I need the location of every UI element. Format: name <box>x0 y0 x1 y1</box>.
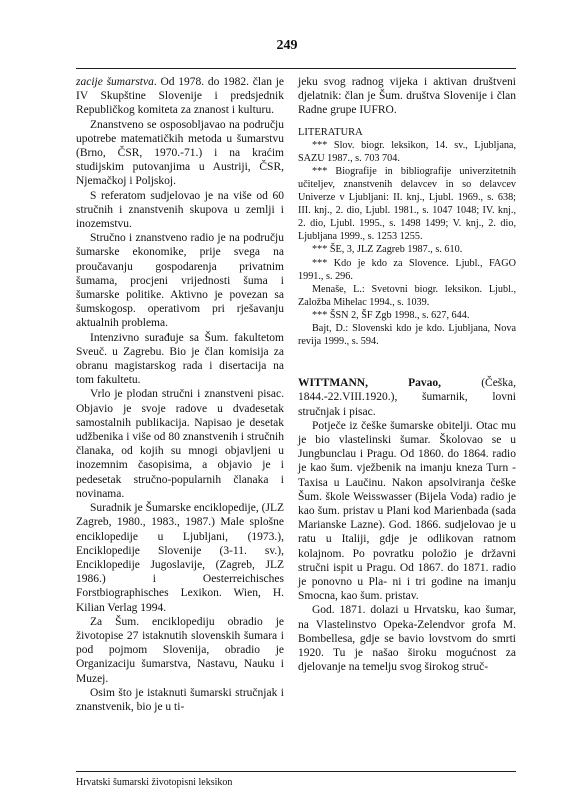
paragraph-7: Suradnik je Šumarske enciklopedije, (JLZ Zagreb, 1980., 1983., 1987.) Male splošne enciklopedije u Ljubljani, (1973.), Enciklopedije Slovenije (3-11. sv.), Enciklopedije Jugoslavije, (Zagreb, JLZ 1986.) i Oesterreichisches Forstbiographisches Lexikon. Wien, H. Kilian Verlag 1994. <box>76 502 284 614</box>
entry-paragraph-1: Potječe iz češke šumarske obitelji. Otac mu je bio vlastelinski šumar. Školovao se u Jungbunclau i Pragu. Od 1860. do 1864. radio je kao šum. vježbenik na imanju kneza Turn - Taxisa u Laučinu. Nakon apsolviranja češke Šum. škole Weisswasser (Bijela Voda) radio je kao šum. pristav u Plani kod Marienbada (sada Marianske Lazne). God. 1866. sudjelovao je u ratu u Italiji, gdje je odlikovan ratnom kolajnom. Po povratku položio je državni stručni ispit u Pragu. Od 1867. do 1871. radio je ponovno u Pla- ni i tri godine na imanju Smocna, kao šum. pristav. <box>298 419 516 603</box>
paragraph-4: Stručno i znanstveno radio je na području šumarske ekonomike, prije svega na proučavanju gospodarenja privatnim šumama, procjeni vrijednosti šuma i šumarske politike. Aktivno je povezan sa šumskogosp. operativom pri rješavanju aktualnih problema. <box>76 232 284 330</box>
paragraph-3: S referatom sudjelovao je na više od 60 stručnih i znanstvenih skupova u zemlji i inozemstvu. <box>76 189 284 231</box>
paragraph-2: Znanstveno se osposobljavao na području upotrebe matematičkih metoda u šumarstvu (Brno, ČSR, 1970.-71.) i na kraćim studijskim putovanjima u Austriji, ČSR, Njemačkoj i Poljskoj. <box>76 118 284 188</box>
literature-section <box>298 126 516 349</box>
paragraph-1-italic: zacije šumarstva <box>76 76 154 88</box>
entry-paragraph-2: God. 1871. dolazi u Hrvatsku, kao šumar, na Vlastelinstvo Opeka-Zelendvor grofa M. Bombellesa, gdje se bavio lovstvom do smrti 1920. Tu je našao široku mogućnost za djelovanje na temelju svog širokog struč- <box>298 604 516 674</box>
paragraph-1-rest: . Od 1978. do 1982. član je IV Skupštine Slovenije i predsjednik Republičkog komiteta za znanost i kulturu. <box>76 76 284 117</box>
literature-item: *** Slov. biogr. leksikon, 14. sv., Ljubljana, SAZU 1987., s. 703 704. <box>298 139 516 164</box>
paragraph-8: Za Šum. enciklopediju obradio je životopise 27 istaknutih slovenskih šumara i pod pojmom Slovenija, obradio je Organizaciju šumarstva, Nastavu, Nauku i Muzej. <box>76 615 284 685</box>
header-rule <box>76 68 516 69</box>
paragraph-9: Osim što je istaknuti šumarski stručnjak i znanstvenik, bio je u ti- <box>76 686 284 713</box>
footer-rule <box>76 771 516 772</box>
footer-text: Hrvatski šumarski životopisni leksikon <box>76 777 233 788</box>
right-column <box>298 75 516 674</box>
literature-item: *** ŠSN 2, ŠF Zgb 1998., s. 627, 644. <box>312 309 470 321</box>
literature-item: Bajt, D.: Slovenski kdo je kdo. Ljubljana, Nova revija 1999., s. 594. <box>298 323 516 348</box>
entry-header-rest: (Češka, 1844.-22.VIII.1920.), šumarnik, lovni stručnjak i pisac. <box>298 377 516 418</box>
paragraph-5: Intenzivno surađuje sa Šum. fakultetom Sveuč. u Zagrebu. Bio je član komisija za obranu magistarskog rada i disertacija na tom fakultetu. <box>76 331 284 387</box>
continuation-paragraph: jeku svog radnog vijeka i aktivan društveni djelatnik: član je Šum. društva Slovenije i član Radne grupe IUFRO. <box>298 76 516 117</box>
entry-headword: WITTMANN, Pavao, <box>298 377 442 390</box>
left-column <box>76 75 284 714</box>
entry-header <box>298 376 516 419</box>
literature-item: *** Biografije in bibliografije univerzitetnih učiteljev, znanstvenih delavcev in so delavcev Univerze v Ljubljani: II. knj., Ljubl. 1969., s. 638; III. knj., 2. dio, Ljubl. 1981., s. 1047 1048; IV. knj., 2. dio, Ljubl. 1995., s. 1498 1499; V. knj., 2. dio, Ljubljana 1999., s. 1253 1255. <box>298 165 516 243</box>
paragraph-1 <box>76 75 284 118</box>
paragraph-6: Vrlo je plodan stručni i znanstveni pisac. Objavio je svoje radove u dvadesetak samostalnih publikacija. Napisao je desetak udžbenika i više od 80 znanstvenih i stručnih članaka, od kojih su mnogi objavljeni u inozemnim časopisima, a objavio je i pedesetak stručno-popularnih članaka i novinama. <box>76 388 284 500</box>
literature-item: *** Kdo je kdo za Slovence. Ljubl., FAGO 1991., s. 296. <box>298 257 516 282</box>
literature-item: *** ŠE, 3, JLZ Zagreb 1987., s. 610. <box>312 244 463 256</box>
literature-title: LITERATURA <box>298 126 363 138</box>
literature-item: Menaše, L.: Svetovni biogr. leksikon. Ljubl., Založba Mihelac 1994., s. 1039. <box>298 283 516 308</box>
page-number: 249 <box>276 38 298 53</box>
